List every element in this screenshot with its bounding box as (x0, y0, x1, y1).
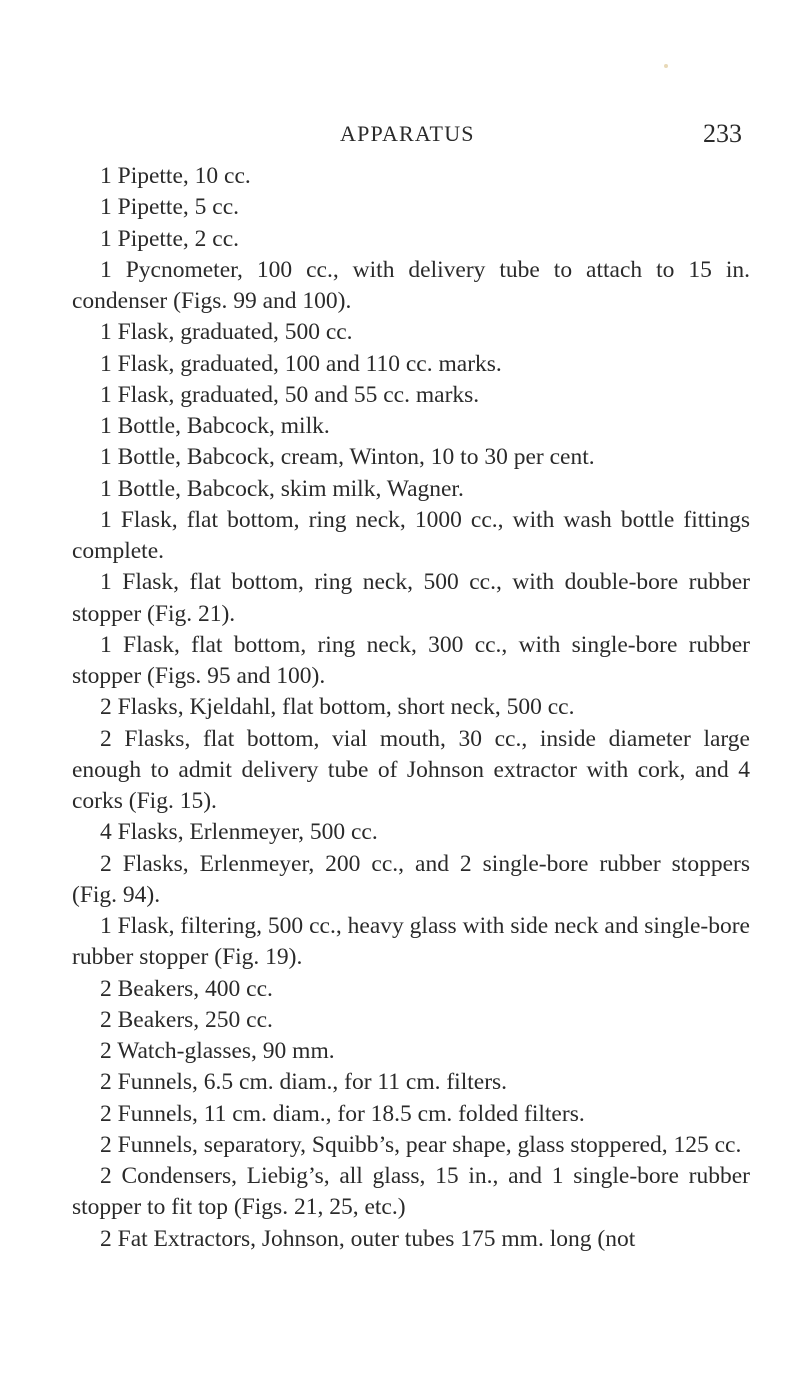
list-item: 2 Funnels, 6.5 cm. diam., for 11 cm. filters. (100, 1069, 508, 1096)
list-item: 1 Pipette, 2 cc. (100, 225, 240, 252)
list-item: 1 Flask, graduated, 500 cc. (100, 319, 353, 346)
list-item: 2 Funnels, separatory, Squibb’s, pear shape, glass stoppered, 125 cc. (100, 1131, 742, 1158)
running-head (340, 116, 750, 152)
list-item: 1 Bottle, Babcock, cream, Winton, 10 to 30 per cent. (100, 444, 595, 471)
list-item: 2 Funnels, 11 cm. diam., for 18.5 cm. folded filters. (100, 1100, 585, 1127)
list-item: 1 Flask, flat bottom, ring neck, 300 cc., with single-bore rubber stopper (Figs. 95 and 100). (72, 631, 750, 689)
list-item: 2 Beakers, 400 cc. (100, 975, 273, 1002)
list-item: 2 Flasks, Erlenmeyer, 200 cc., and 2 single-bore rubber stoppers (Fig. 94). (72, 850, 750, 908)
list-item: 4 Flasks, Erlenmeyer, 500 cc. (100, 819, 378, 846)
list-item: 1 Flask, flat bottom, ring neck, 1000 cc., with wash bottle fittings complete. (72, 506, 750, 564)
list-item: 1 Flask, filtering, 500 cc., heavy glass with side neck and single-bore rubber stopper (Fig. 19). (72, 913, 750, 971)
list-item: 1 Bottle, Babcock, skim milk, Wagner. (100, 475, 464, 502)
page-number: 233 (703, 119, 742, 148)
list-item: 1 Flask, graduated, 100 and 110 cc. marks. (100, 350, 502, 377)
list-item: 2 Flasks, Kjeldahl, flat bottom, short neck, 500 cc. (100, 694, 575, 721)
list-item: 1 Pipette, 10 cc. (100, 163, 251, 189)
running-title: APPARATUS (340, 121, 475, 146)
list-item: 1 Bottle, Babcock, milk. (100, 413, 330, 439)
paper-speck (664, 64, 668, 68)
list-item: 1 Flask, flat bottom, ring neck, 500 cc., with double-bore rubber stopper (Fig. 21). (72, 569, 750, 627)
list-item: 1 Pycnometer, 100 cc., with delivery tube to attach to 15 in. condenser (Figs. 99 and 100). (72, 256, 750, 314)
list-item: 2 Beakers, 250 cc. (100, 1006, 273, 1033)
list-item: 1 Flask, graduated, 50 and 55 cc. marks. (100, 381, 480, 408)
list-item: 1 Pipette, 5 cc. (100, 194, 240, 221)
apparatus-list (72, 161, 750, 1255)
list-item: 2 Condensers, Liebig’s, all glass, 15 in., and 1 single-bore rubber stopper to fit top (Figs. 21, 25, etc.) (72, 1163, 750, 1221)
list-item: 2 Flasks, flat bottom, vial mouth, 30 cc., inside diameter large enough to admit delivery tube of Johnson extractor with cork, and 4 corks (Fig. 15). (72, 725, 750, 814)
list-item: 2 Watch-glasses, 90 mm. (100, 1038, 335, 1064)
list-item: 2 Fat Extractors, Johnson, outer tubes 175 mm. long (not (100, 1225, 636, 1252)
